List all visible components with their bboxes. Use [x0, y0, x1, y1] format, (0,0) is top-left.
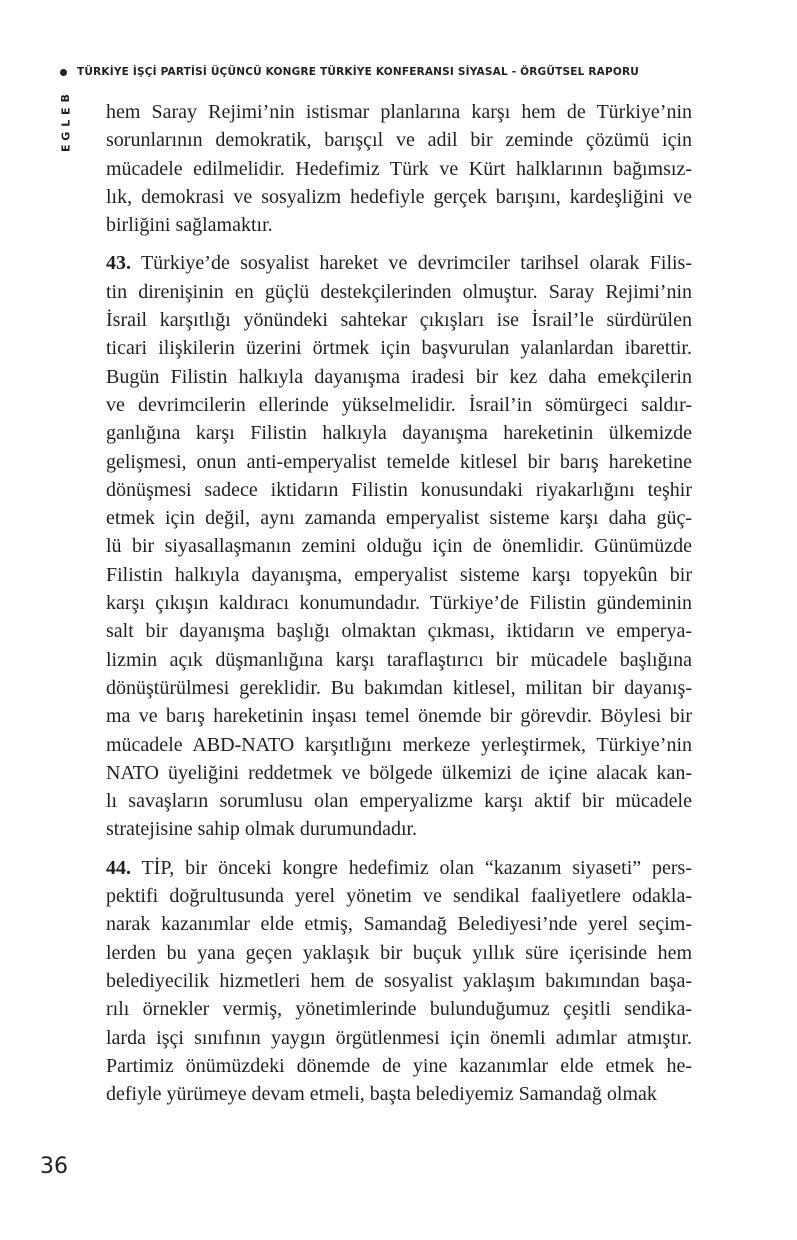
line-text: rılı örnekler vermiş, yönetimlerinde bulunduğumuz çeşitli sendika-: [106, 998, 692, 1021]
line-text: salt bir dayanışma başlığı olmaktan çıkması, iktidarın ve emperya-: [106, 620, 692, 643]
text-line: [106, 589, 692, 617]
text-line: [106, 1052, 692, 1080]
line-text: hem Saray Rejimi’nin istismar planlarına karşı hem de Türkiye’nin: [106, 101, 692, 123]
text-line: [106, 126, 692, 154]
side-label-letter: B: [59, 94, 73, 103]
text-line: [106, 419, 692, 447]
side-label-letter: L: [59, 119, 73, 127]
text-line: [106, 183, 692, 211]
text-line: [106, 98, 692, 126]
line-text: belediyecilik hizmetleri hem de sosyalist yaklaşım bakımından başa-: [106, 969, 692, 992]
text-line: [106, 910, 692, 938]
line-text: NATO üyeliğini reddetmek ve bölgede ülkemizi de içine alacak kan-: [106, 761, 692, 784]
bullet-icon: [60, 69, 67, 76]
line-text: mücadele edilmelidir. Hedefimiz Türk ve Kürt halklarının bağımsız-: [106, 157, 692, 180]
text-line: [106, 646, 692, 674]
line-text: lerden bu yana geçen yaklaşık bir buçuk yıllık süre içerisinde hem: [106, 941, 692, 964]
side-label-letter: E: [59, 106, 73, 115]
text-line: [106, 617, 692, 645]
paragraph: [106, 249, 692, 843]
text-line: [106, 249, 692, 277]
text-line: [106, 334, 692, 362]
line-text: etmek için değil, aynı zamanda emperyalist sisteme karşı daha güç-: [106, 507, 692, 530]
text-line: [106, 561, 692, 589]
text-line: [106, 939, 692, 967]
side-label-letter: E: [59, 144, 73, 153]
line-text: Bugün Filistin halkıyla dayanışma iradesi bir kez daha emekçilerin: [106, 365, 692, 388]
line-text: Partimiz önümüzdeki dönemde de yine kazanımlar elde etmek he-: [106, 1054, 692, 1077]
text-line: [106, 504, 692, 532]
text-line: [106, 967, 692, 995]
line-text: dönüştürülmesi gereklidir. Bu bakımdan kitlesel, militan bir dayanış-: [106, 676, 692, 699]
running-header: [60, 66, 757, 78]
paragraph-number: 44.: [106, 856, 131, 879]
text-line: [106, 882, 692, 910]
line-text: larda işçi sınıfının yaygın örgütlenmesi için önemli adımlar atmıştır.: [106, 1026, 692, 1049]
body-text: [106, 98, 692, 1118]
text-line: [106, 1024, 692, 1052]
text-line: [106, 995, 692, 1023]
line-text: Türkiye’de sosyalist hareket ve devrimciler tarihsel olarak Filis-: [131, 252, 692, 275]
line-text: Filistin halkıyla dayanışma, emperyalist sisteme karşı topyekûn bir: [106, 563, 692, 586]
text-line: [106, 476, 692, 504]
text-line: [106, 854, 692, 882]
text-line: [106, 815, 692, 843]
text-line: [106, 1080, 692, 1108]
line-text: lık, demokrasi ve sosyalizm hedefiyle gerçek barışını, kardeşliğini ve: [106, 185, 692, 208]
text-line: [106, 532, 692, 560]
line-text: lı savaşların sorumlusu olan emperyalizme karşı aktif bir mücadele: [106, 790, 692, 813]
text-line: [106, 278, 692, 306]
text-line: [106, 674, 692, 702]
line-text: gelişmesi, onun anti-emperyalist temelde kitlesel bir barış hareketine: [106, 450, 692, 473]
line-text: lü bir siyasallaşmanın zemini olduğu için de önemlidir. Günümüzde: [106, 535, 692, 558]
running-title: TÜRKİYE İŞÇİ PARTİSİ ÜÇÜNCÜ KONGRE TÜRKİYE KONFERANSI SİYASAL - ÖRGÜTSEL RAPORU: [77, 66, 639, 78]
line-text: İsrail karşıtlığı yönündeki sahtekar çıkışları ise İsrail’le sürdürülen: [106, 309, 692, 332]
line-text: tin direnişinin en güçlü destekçilerinden olmuştur. Saray Rejimi’nin: [106, 280, 692, 303]
paragraph: [106, 854, 692, 1109]
text-line: [106, 702, 692, 730]
text-line: [106, 306, 692, 334]
text-line: [106, 211, 692, 239]
side-label-belge: [59, 92, 73, 155]
text-line: [106, 759, 692, 787]
line-text: TİP, bir önceki kongre hedefimiz olan “kazanım siyaseti” pers-: [131, 856, 692, 879]
text-line: [106, 731, 692, 759]
text-line: [106, 391, 692, 419]
line-text: ve devrimcilerin ellerinde yükselmelidir. İsrail’in sömürgeci saldır-: [106, 393, 692, 416]
line-text: pektifi doğrultusunda yerel yönetim ve sendikal faaliyetlere odakla-: [106, 885, 692, 908]
text-line: [106, 155, 692, 183]
line-text: ticari ilişkilerin üzerini örtmek için başvurulan yalanlardan ibarettir.: [106, 337, 692, 360]
text-line: [106, 787, 692, 815]
line-text: birliğini sağlamaktır.: [106, 214, 273, 237]
line-text: ma ve barış hareketinin inşası temel önemde bir görevdir. Böylesi bir: [106, 705, 692, 728]
line-text: sorunlarının demokratik, barışçıl ve adil bir zeminde çözümü için: [106, 129, 692, 152]
line-text: ganlığına karşı Filistin halkıyla dayanışma hareketinin ülkemizde: [106, 422, 692, 445]
line-text: stratejisine sahip olmak durumundadır.: [106, 818, 418, 841]
line-text: dönüşmesi sadece iktidarın Filistin konusundaki riyakarlığını teşhir: [106, 478, 692, 501]
side-label-letter: G: [59, 131, 73, 141]
line-text: karşı çıkışın kaldıracı konumundadır. Türkiye’de Filistin gündeminin: [106, 592, 692, 615]
page-number: 36: [40, 1154, 68, 1179]
paragraph-number: 43.: [106, 252, 131, 275]
paragraph: [106, 98, 692, 239]
line-text: lizmin açık düşmanlığına karşı taraflaştırıcı bir mücadele başlığına: [106, 648, 692, 671]
text-line: [106, 448, 692, 476]
line-text: narak kazanımlar elde etmiş, Samandağ Belediyesi’nde yerel seçim-: [106, 913, 692, 936]
line-text: defiyle yürümeye devam etmeli, başta belediyemiz Samandağ olmak: [106, 1083, 657, 1106]
text-line: [106, 363, 692, 391]
line-text: mücadele ABD-NATO karşıtlığını merkeze yerleştirmek, Türkiye’nin: [106, 733, 692, 756]
